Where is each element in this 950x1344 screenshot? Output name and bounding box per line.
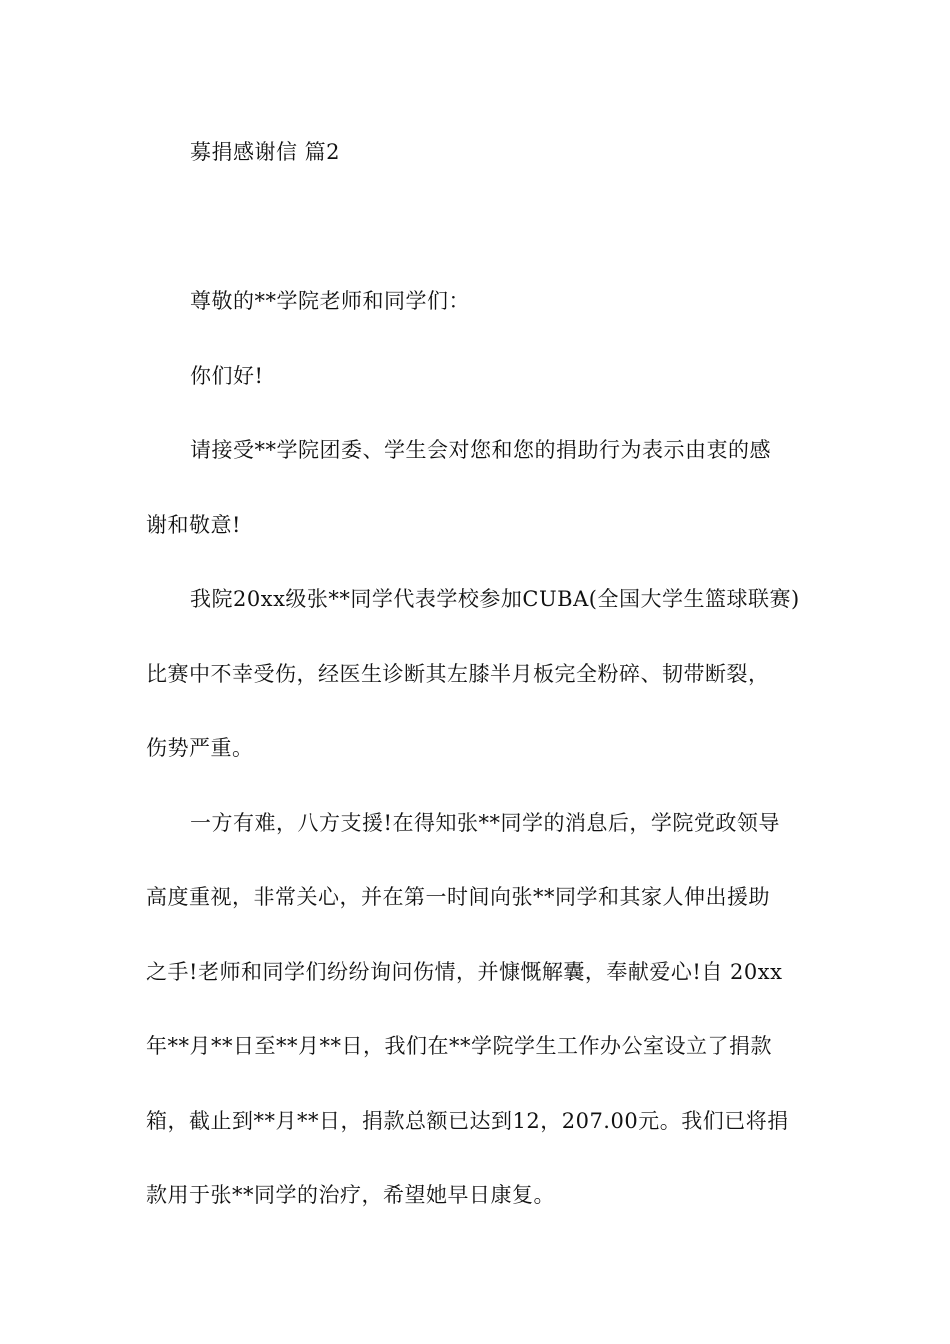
paragraph2-line2: 比赛中不幸受伤，经医生诊断其左膝半月板完全粉碎、韧带断裂， xyxy=(146,662,770,686)
paragraph2-line1: 我院20xx级张**同学代表学校参加CUBA(全国大学生篮球联赛) xyxy=(190,587,800,611)
paragraph3-line1: 一方有难，八方支援!在得知张**同学的消息后，学院党政领导 xyxy=(190,811,780,835)
paragraph3-line6: 款用于张**同学的治疗，希望她早日康复。 xyxy=(146,1183,555,1207)
paragraph2-line3: 伤势严重。 xyxy=(146,736,254,760)
paragraph1-line1: 请接受**学院团委、学生会对您和您的捐助行为表示由衷的感 xyxy=(190,438,771,462)
document-heading: 募捐感谢信 篇2 xyxy=(190,140,341,164)
paragraph3-line4: 年**月**日至**月**日，我们在**学院学生工作办公室设立了捐款 xyxy=(146,1034,772,1058)
paragraph3-line2: 高度重视，非常关心，并在第一时间向张**同学和其家人伸出援助 xyxy=(146,885,770,909)
paragraph3-line5: 箱，截止到**月**日，捐款总额已达到12，207.00元。我们已将捐 xyxy=(146,1109,789,1133)
greeting: 你们好! xyxy=(190,364,264,388)
paragraph3-line3: 之手!老师和同学们纷纷询问伤情，并慷慨解囊，奉献爱心!自 20xx xyxy=(146,960,783,984)
salutation: 尊敬的**学院老师和同学们： xyxy=(190,289,470,313)
paragraph1-line2: 谢和敬意! xyxy=(146,513,241,537)
